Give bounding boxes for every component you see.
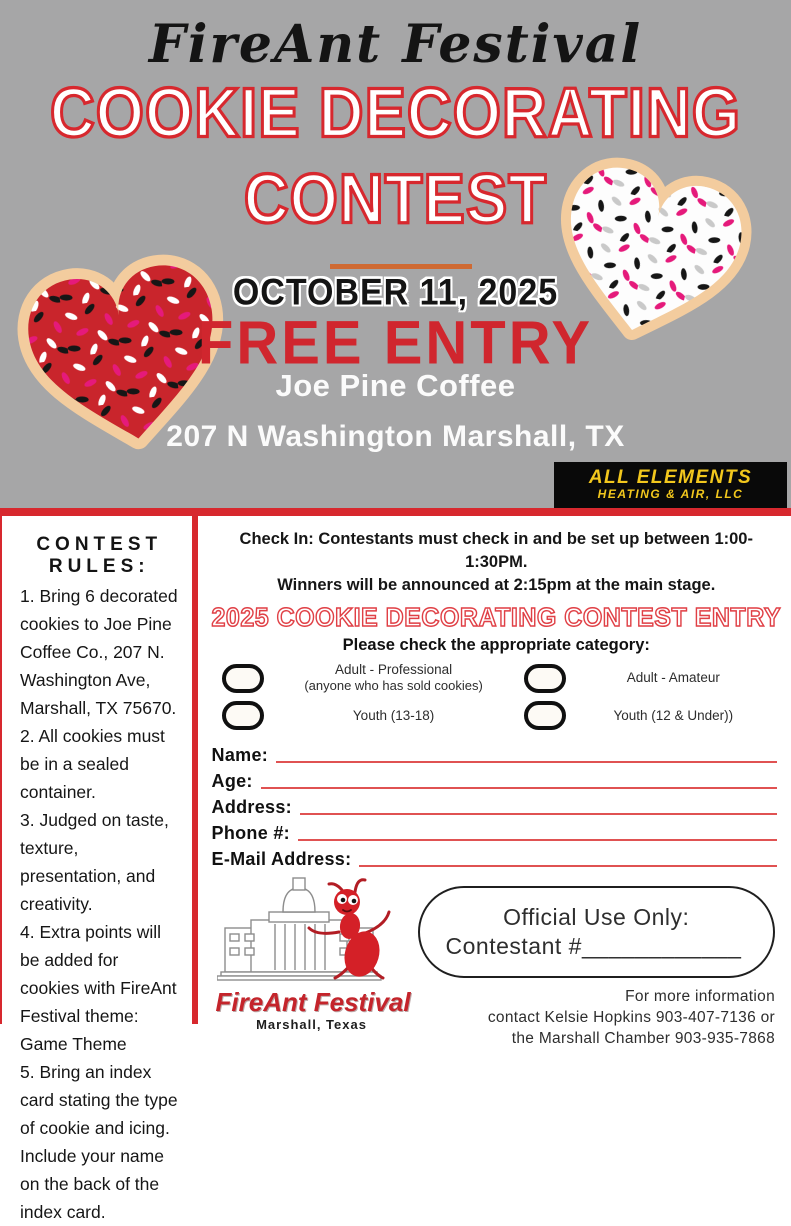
checkin-info-line1: Check In: Contestants must check in and be set up between 1:00-1:30PM. — [239, 530, 753, 571]
contestant-number-line[interactable]: Contestant #____________ — [445, 933, 742, 959]
venue-address: 207 N Washington Marshall, TX — [166, 420, 625, 453]
email-input-line[interactable] — [359, 849, 777, 867]
sponsor-name: ALL ELEMENTS — [588, 467, 753, 489]
official-use-box — [418, 886, 775, 978]
name-field-row — [212, 740, 781, 766]
address-label: Address: — [211, 797, 292, 817]
adult-amateur-checkbox[interactable] — [524, 664, 566, 693]
category-sublabel: (anyone who has sold cookies) — [304, 678, 483, 693]
logo-title: FireAnt Festival — [215, 987, 411, 1017]
contact-line1: For more information — [625, 988, 775, 1005]
checkin-info-line2: Winners will be announced at 2:15pm at the main stage. — [277, 576, 716, 594]
rule-item: 5. Bring an index card stating the type of cookie and icing. Include your name on the back of the index card. — [20, 1062, 178, 1222]
contest-rules-panel — [0, 516, 192, 1222]
main-title-line1: COOKIE DECORATING — [50, 75, 741, 153]
category-adult-professional — [222, 662, 524, 694]
rule-item: 3. Judged on taste, texture, presentation, and creativity. — [20, 810, 169, 914]
email-label: E-Mail Address: — [211, 849, 352, 869]
entry-form-panel — [198, 516, 791, 1047]
logo-subtitle: Marshall, Texas — [256, 1017, 367, 1032]
category-youth-13-18 — [222, 701, 524, 730]
address-input-line[interactable] — [300, 797, 777, 815]
contact-line3: the Marshall Chamber 903-935-7868 — [511, 1030, 775, 1047]
phone-label: Phone #: — [211, 823, 290, 843]
header-section — [0, 0, 791, 508]
rule-item: 1. Bring 6 decorated cookies to Joe Pine Coffee Co., 207 N. Washington Ave, Marshall, TX 75670. — [20, 586, 178, 718]
phone-input-line[interactable] — [298, 823, 777, 841]
category-prompt: Please check the appropriate category: — [342, 636, 650, 654]
adult-professional-checkbox[interactable] — [222, 664, 264, 693]
section-divider-bar — [0, 508, 791, 516]
venue-name: Joe Pine Coffee — [275, 368, 516, 403]
orange-divider-rule — [330, 264, 472, 269]
free-entry-text: FREE ENTRY — [197, 309, 594, 378]
age-label: Age: — [211, 771, 253, 791]
rule-item: 2. All cookies must be in a sealed container. — [20, 726, 165, 802]
courthouse-ant-illustration — [217, 874, 407, 982]
category-youth-12-under — [524, 701, 781, 730]
sponsor-logo — [554, 462, 787, 508]
email-field-row — [212, 844, 781, 870]
phone-field-row — [212, 818, 781, 844]
category-label: Adult - Amateur — [626, 670, 720, 685]
category-options — [222, 662, 781, 730]
entry-form-title: 2025 COOKIE DECORATING CONTEST ENTRY — [211, 603, 781, 633]
name-input-line[interactable] — [276, 745, 777, 763]
main-title-line2: CONTEST — [243, 161, 548, 239]
category-adult-amateur — [524, 662, 781, 694]
fireant-festival-logo — [215, 874, 411, 1032]
official-use-label: Official Use Only: — [503, 904, 690, 930]
sponsor-tagline: HEATING & AIR, LLC — [597, 487, 744, 502]
contact-info — [488, 986, 775, 1049]
rules-list — [20, 582, 178, 1226]
contact-line2: contact Kelsie Hopkins 903-407-7136 or — [487, 1009, 775, 1026]
category-label: Adult - Professional — [335, 662, 453, 677]
festival-script-title: FireAnt Festival — [148, 14, 643, 75]
age-input-line[interactable] — [261, 771, 777, 789]
age-field-row — [212, 766, 781, 792]
youth-13-18-checkbox[interactable] — [222, 701, 264, 730]
rules-heading: CONTEST RULES: — [36, 534, 163, 577]
rule-item: 4. Extra points will be added for cookies with FireAnt Festival theme: Game Theme — [20, 922, 177, 1054]
event-date: OCTOBER 11, 2025 — [232, 272, 559, 314]
entry-fields — [212, 740, 781, 870]
address-field-row — [212, 792, 781, 818]
footer-row — [212, 874, 781, 1046]
category-label: Youth (13-18) — [352, 707, 435, 723]
youth-12-under-checkbox[interactable] — [524, 701, 566, 730]
category-label: Youth (12 & Under)) — [613, 707, 734, 723]
body-section — [0, 516, 791, 1222]
name-label: Name: — [211, 745, 269, 765]
